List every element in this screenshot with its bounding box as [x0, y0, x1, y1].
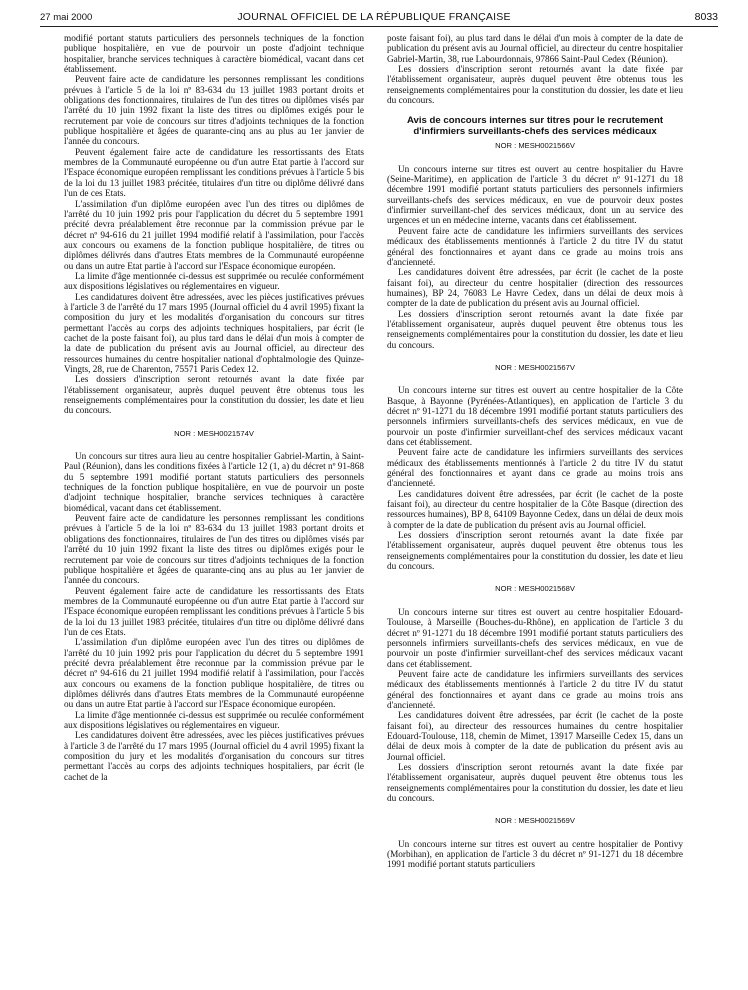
paragraph: Les dossiers d'inscription seront retournés avant la date fixée par l'établissement organisateur, auprès duquel peuvent être obtenus tous les renseignements complémentaires pour la constitution du dossier, les date et lieu du concours.	[64, 375, 364, 417]
paragraph: Les candidatures doivent être adressées, par écrit (le cachet de la poste faisant foi), au directeur du centre hospitalier (direction des ressources humaines), BP 24, 76083 Le Havre Cedex, dans un délai de deux mois à compter de la date de publication du présent avis au Journal officiel.	[387, 268, 683, 310]
paragraph: Les candidatures doivent être adressées, avec les pièces justificatives prévues à l'article 3 de l'arrêté du 17 mars 1995 (Journal officiel du 4 avril 1995) fixant la composition du jury et les modalités d'organisation du concours sur titres permettant l'accès au corps des adjoints techniques hospitaliers, par écrit (le cachet de la poste faisant foi), au plus tard dans le délai d'un mois à compter de la date de publication du présent avis au Journal officiel, au directeur des ressources humaines du centre hospitalier national d'ophtalmologie des Quinze-Vingts, 28, rue de Charenton, 75571 Paris Cedex 12.	[64, 292, 364, 375]
issue-date: 27 mai 2000	[40, 12, 93, 23]
paragraph: La limite d'âge mentionnée ci-dessus est supprimée ou reculée conformément aux dispositions législatives ou réglementaires en vigueur.	[64, 710, 364, 731]
page-number: 8033	[694, 11, 718, 23]
section-heading: Avis de concours internes sur titres pour le recrutement d'infirmiers surveillants-chefs des services médicaux	[406, 115, 664, 137]
paragraph: Peuvent faire acte de candidature les infirmiers surveillants des services médicaux des établissements mentionnés à l'article 2 du titre IV du statut général des fonctionnaires et ayant dans ce grade au moins trois ans d'ancienneté.	[387, 448, 683, 490]
paragraph: La limite d'âge mentionnée ci-dessus est supprimée ou reculée conformément aux dispositions législatives ou réglementaires en vigueur.	[64, 271, 364, 293]
paragraph: Les dossiers d'inscription seront retournés avant la date fixée par l'établissement organisateur, auprès duquel peuvent être obtenus tous les renseignements complémentaires pour la constitution du dossier, les date et lieu du concours.	[387, 65, 683, 107]
paragraph: modifié portant statuts particuliers des personnels techniques de la fonction publique hospitalière, en vue de pourvoir un poste d'adjoint technique hospitalier, branche services techniques à caractère biomédical, vacant dans cet établissement.	[64, 34, 364, 76]
left-column	[64, 34, 364, 783]
nor-reference: NOR : MESH0021566V	[495, 141, 575, 151]
page-header	[0, 0, 748, 30]
paragraph: Un concours interne sur titres est ouvert au centre hospitalier de la Côte Basque, à Bayonne (Pyrénées-Atlantiques), en application de l'article 3 du décret nº 91-1271 du 18 décembre 1991 modifié portant statuts particuliers des personnels infirmiers surveillants-chefs des services médicaux, en vue de pourvoir un poste d'infirmier surveillant-chef des services médicaux vacant dans cet établissement.	[387, 386, 683, 448]
paragraph: Peuvent faire acte de candidature les personnes remplissant les conditions prévues à l'article 5 de la loi nº 83-634 du 13 juillet 1983 portant droits et obligations des fonctionnaires, titulaires de l'un des titres ou diplômes visés par l'arrêté du 10 juin 1992 fixant la liste des titres ou diplômes exigés pour le recrutement par voie de concours sur titres d'adjoints techniques de la fonction publique hospitalière et âgées de quarante-cinq ans au plus au 1er janvier de l'année du concours.	[64, 75, 364, 148]
paragraph: Peuvent faire acte de candidature les personnes remplissant les conditions prévues à l'article 5 de la loi nº 83-634 du 13 juillet 1983 portant droits et obligations des fonctionnaires, titulaires de l'un des titres ou diplômes visés par l'arrêté du 10 juin 1992 fixant la liste des titres ou diplômes exigés pour le recrutement par voie de concours sur titres d'adjoints techniques de la fonction publique hospitalière et âgées de quarante-cinq ans au plus au 1er janvier de l'année du concours.	[64, 514, 364, 587]
journal-title: JOURNAL OFFICIEL DE LA RÉPUBLIQUE FRANÇAISE	[237, 11, 511, 23]
paragraph: Un concours interne sur titres est ouvert au centre hospitalier de Pontivy (Morbihan), en application de l'article 3 du décret nº 91-1271 du 18 décembre 1991 modifié portant statuts particuliers	[387, 839, 683, 871]
right-column	[387, 34, 683, 871]
paragraph: Les candidatures doivent être adressées, par écrit (le cachet de la poste faisant foi), au directeur des ressources humaines du centre hospitalier Edouard-Toulouse, 118, chemin de Mimet, 13917 Marseille Cedex 15, dans un délai de deux mois à compter de la date de publication du présent avis au Journal officiel.	[387, 711, 683, 763]
paragraph: Les dossiers d'inscription seront retournés avant la date fixée par l'établissement organisateur, auprès duquel peuvent être obtenus tous les renseignements complémentaires pour la constitution du dossier, les date et lieu du concours.	[387, 531, 683, 573]
paragraph: Un concours sur titres aura lieu au centre hospitalier Gabriel-Martin, à Saint-Paul (Réunion), dans les conditions fixées à l'article 12 (1, a) du décret nº 91-868 du 5 septembre 1991 modifié portant statuts particuliers des personnels techniques de la fonction publique hospitalière, en vue de pourvoir un poste d'adjoint technique hospitalier, branche services techniques à caractère biomédical, vacant dans cet établissement.	[64, 452, 364, 514]
nor-reference: NOR : MESH0021574V	[174, 428, 254, 438]
paragraph: L'assimilation d'un diplôme européen avec l'un des titres ou diplômes de l'arrêté du 10 juin 1992 pris pour l'application du décret du 5 septembre 1991 précité devra préalablement être reconnue par la commission prévue par le décret nº 94-616 du 21 juillet 1994 modifié relatif à l'assimilation, pour l'accès aux concours ou examens de la fonction publique hospitalière, de titres ou diplômes délivrés dans d'autres Etats membres de la Communauté européenne ou dans un autre Etat partie à l'accord sur l'Espace économique européen.	[64, 638, 364, 711]
paragraph: Les dossiers d'inscription seront retournés avant la date fixée par l'établissement organisateur, auprès duquel peuvent être obtenus tous les renseignements complémentaires pour la constitution du dossier, les date et lieu du concours.	[387, 309, 683, 351]
paragraph: Les candidatures doivent être adressées, par écrit (le cachet de la poste faisant foi), au directeur du centre hospitalier de la Côte Basque (direction des ressources humaines), BP 8, 64109 Bayonne Cedex, dans un délai de deux mois à compter de la date de publication du présent avis au Journal officiel.	[387, 489, 683, 531]
nor-reference: NOR : MESH0021568V	[495, 584, 575, 594]
paragraph: poste faisant foi), au plus tard dans le délai d'un mois à compter de la date de publication du présent avis au Journal officiel, au directeur du centre hospitalier Gabriel-Martin, 38, rue Labourdonnais, 97866 Saint-Paul Cedex (Réunion).	[387, 34, 683, 65]
nor-reference: NOR : MESH0021567V	[495, 362, 575, 372]
paragraph: L'assimilation d'un diplôme européen avec l'un des titres ou diplômes de l'arrêté du 10 juin 1992 pris pour l'application du décret du 5 septembre 1991 précité devra préalablement être reconnue par la commission prévue par le décret nº 94-616 du 21 juillet 1994 modifié relatif à l'assimilation, pour l'accès aux concours ou examens de la fonction publique hospitalière, de titres ou diplômes délivrés dans d'autres Etats membres de la Communauté européenne ou dans un autre Etat partie à l'accord sur l'Espace économique européen.	[64, 199, 364, 272]
header-rule	[40, 26, 718, 27]
nor-reference: NOR : MESH0021569V	[495, 816, 575, 826]
paragraph: Peuvent faire acte de candidature les infirmiers surveillants des services médicaux des établissements mentionnés à l'article 2 du titre IV du statut général des fonctionnaires et ayant dans ce grade au moins trois ans d'ancienneté.	[387, 226, 683, 268]
paragraph: Peuvent également faire acte de candidature les ressortissants des Etats membres de la Communauté européenne ou d'un autre Etat partie à l'accord sur l'Espace économique européen remplissant les conditions prévues à l'article 5 bis de la loi du 13 juillet 1983 précitée, titulaires d'un titre ou diplôme délivré dans l'un de ces Etats.	[64, 147, 364, 200]
paragraph: Les dossiers d'inscription seront retournés avant la date fixée par l'établissement organisateur, auprès duquel peuvent être obtenus tous les renseignements complémentaires pour la constitution du dossier, les date et lieu du concours.	[387, 762, 683, 804]
paragraph: Peuvent également faire acte de candidature les ressortissants des Etats membres de la Communauté européenne ou d'un autre Etat partie à l'accord sur l'Espace économique européen remplissant les conditions prévues à l'article 5 bis de la loi du 13 juillet 1983 précitée, titulaires d'un titre ou diplôme délivré dans l'un de ces Etats.	[64, 586, 364, 638]
paragraph: Un concours interne sur titres est ouvert au centre hospitalier du Havre (Seine-Maritime), en application de l'article 3 du décret nº 91-1271 du 18 décembre 1991 modifié portant statuts particuliers des personnels infirmiers surveillants-chefs des services médicaux, en vue de pourvoir deux postes d'infirmier surveillant-chef des services médicaux, dont un au service des urgences et un en médecine interne, vacants dans cet établissement.	[387, 164, 683, 227]
paragraph: Un concours interne sur titres est ouvert au centre hospitalier Edouard-Toulouse, à Marseille (Bouches-du-Rhône), en application de l'article 3 du décret nº 91-1271 du 18 décembre 1991 modifié portant statuts particuliers des personnels infirmiers surveillants-chefs des services médicaux, en vue de pourvoir un poste d'infirmier surveillant-chef des services médicaux vacant dans cet établissement.	[387, 607, 683, 670]
paragraph: Peuvent faire acte de candidature les infirmiers surveillants des services médicaux des établissements mentionnés à l'article 2 du titre IV du statut général des fonctionnaires et ayant dans ce grade au moins trois ans d'ancienneté.	[387, 669, 683, 711]
paragraph: Les candidatures doivent être adressées, avec les pièces justificatives prévues à l'article 3 de l'arrêté du 17 mars 1995 (Journal officiel du 4 avril 1995) fixant la composition du jury et les modalités d'organisation du concours sur titres permettant l'accès au corps des adjoints techniques hospitaliers, par écrit (le cachet de la	[64, 731, 364, 783]
